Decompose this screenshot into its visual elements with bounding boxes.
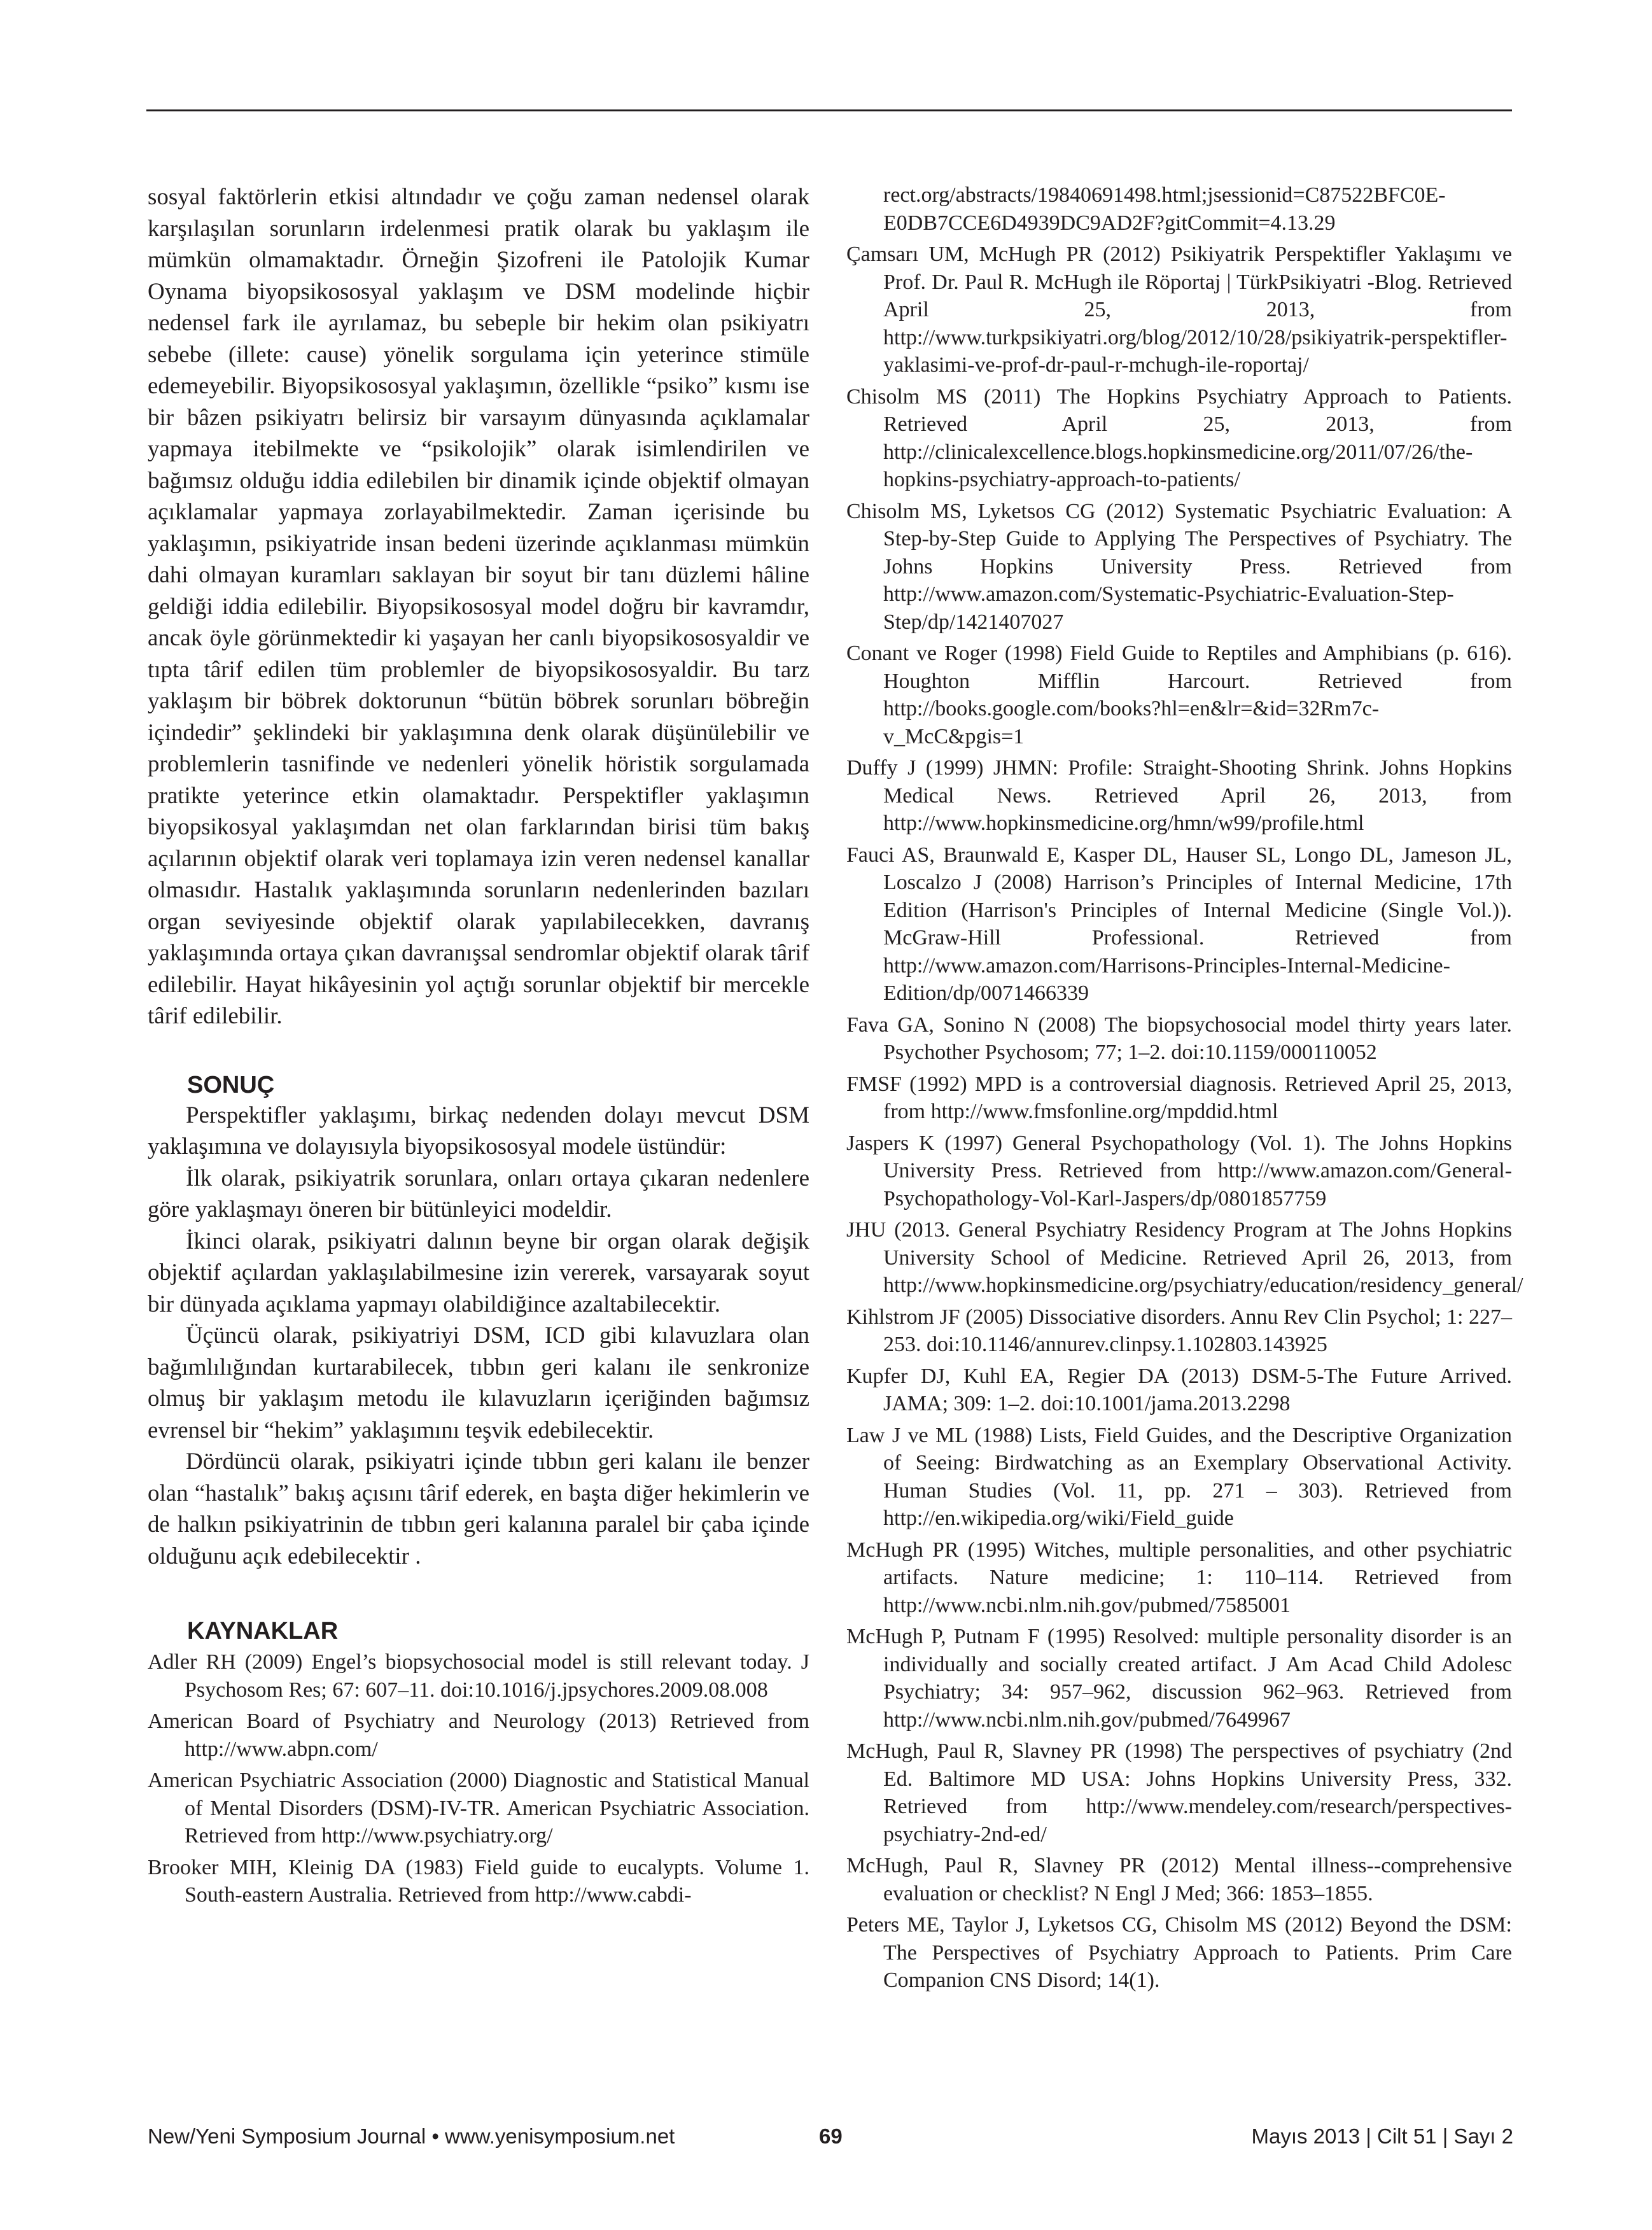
sonuc-paragraph: İlk olarak, psikiyatrik sorunlara, onları ortaya çıkaran nedenlere göre yaklaşmayı öneren bir bütünleyici modeldir. xyxy=(148,1165,809,1223)
reference-item: Chisolm MS (2011) The Hopkins Psychiatry Approach to Patients. Retrieved April 25, 2013, from http://clinicalexcellence.blogs.hopkinsmedicine.org/2011/07/26/the-hopkins-psychiatry-approach-to-patients/ xyxy=(846,384,1512,491)
reference-item: McHugh PR (1995) Witches, multiple personalities, and other psychiatric artifacts. Nature medicine; 1: 110–114. Retrieved from http://www.ncbi.nlm.nih.gov/pubmed/7585001 xyxy=(846,1538,1512,1617)
reference-item: Kupfer DJ, Kuhl EA, Regier DA (2013) DSM-5-The Future Arrived. JAMA; 309: 1–2. doi:10.1001/jama.2013.2298 xyxy=(846,1364,1512,1415)
footer-journal: New/Yeni Symposium Journal • www.yenisymposium.net xyxy=(148,2124,675,2148)
left-column xyxy=(148,181,809,1913)
reference-item: Duffy J (1999) JHMN: Profile: Straight-Shooting Shrink. Johns Hopkins Medical News. Retrieved April 26, 2013, from http://www.hopkinsmedicine.org/hmn/w99/profile.html xyxy=(846,756,1512,835)
reference-item: Çamsarı UM, McHugh PR (2012) Psikiyatrik Perspektifler Yaklaşımı ve Prof. Dr. Paul R. McHugh ile Röportaj | TürkPsikiyatri -Blog. Retrieved April 25, 2013, from http://www.turkpsikiyatri.org/blog/2012/10/28/psikiyatrik-perspektifler-yaklasimi-ve-prof-dr-paul-r-mchugh-ile-roportaj/ xyxy=(846,242,1512,377)
reference-item: McHugh P, Putnam F (1995) Resolved: multiple personality disorder is an individually and socially created artifact. J Am Acad Child Adolesc Psychiatry; 34: 957–962, discussion 962–963. Retrieved from http://www.ncbi.nlm.nih.gov/pubmed/7649967 xyxy=(846,1625,1512,1732)
reference-item: American Psychiatric Association (2000) Diagnostic and Statistical Manual of Mental Disorders (DSM)-IV-TR. American Psychiatric Association. Retrieved from http://www.psychiatry.org/ xyxy=(148,1769,809,1848)
reference-item: Law J ve ML (1988) Lists, Field Guides, and the Descriptive Organization of Seeing: Birdwatching as an Exemplary Observational Activity. Human Studies (Vol. 11, pp. 271 – 303). Retrieved from http://en.wikipedia.org/wiki/Field_guide xyxy=(846,1423,1512,1530)
body-paragraph: sosyal faktörlerin etkisi altındadır ve çoğu zaman nedensel olarak karşılaşılan sorunların irdelenmesi pratik olarak bu yaklaşım ile mümkün olmamaktadır. Örneğin Şizofreni ile Patolojik Kumar Oynama biyopsikososyal yaklaşım ve DSM modelinde hiçbir nedensel fark ile ayrılamaz, bu sebeple bir hekim olan psikiyatrı sebebe (illete: cause) yönelik sorgulama için yeterince stimüle edemeyebilir. Biyopsikososyal yaklaşımın, özellikle “psiko” kısmı ise bir bâzen psikiyatrı belirsiz bir varsayım dünyasında açıklamalar yapmaya itebilmekte ve “psikolojik” olarak isimlendirilen ve bağımsız olduğu iddia edilebilen bir dinamik içinde objektif olmayan açıklamalar yapmaya zorlayabilmektedir. Zaman içerisinde bu yaklaşımın, psikiyatride insan bedeni üzerinde açıklanması mümkün dahi olmayan kuramları saklayan bir soyut bir tanı düzlemi hâline geldiği iddia edilebilir. Biyopsikososyal model doğru bir kavramdır, ancak öyle görünmektedir ki yaşayan her canlı biyopsikososyaldir ve tıpta târif edilen tüm problemler de biyopsikososyaldir. Bu tarz yaklaşım bir böbrek doktorunun “bütün böbrek sorunları böbreğin içindedir” şeklindeki bir yaklaşımına denk olarak düşünülebilir ve problemlerin tasnifinde ve nedenleri yönelik höristik sorgulamada pratikte yeterince etkin olamaktadır. Perspektifler yaklaşımın biyopsikosyal yaklaşımdan net olan farklarından birisi tüm bakış açılarının objektif olarak veri toplamaya izin veren nedensel kanallar olmasıdır. Hastalık yaklaşımında sorunların nedenlerinden bazıları organ seviyesinde objektif olarak yapılabilecekken, davranış yaklaşımında ortaya çıkan davranışsal sendromlar objektif olarak târif edilebilir. Hayat hikâyesinin yol açtığı sorunlar objektif bir mercekle târif edilebilir. xyxy=(148,184,809,1029)
reference-item: Jaspers K (1997) General Psychopathology (Vol. 1). The Johns Hopkins University Press. Retrieved from http://www.amazon.com/General-Psychopathology-Vol-Karl-Jaspers/dp/0801857759 xyxy=(846,1131,1512,1210)
right-column xyxy=(846,181,1523,1998)
reference-item: JHU (2013. General Psychiatry Residency Program at The Johns Hopkins University School of Medicine. Retrieved April 26, 2013, from http://www.hopkinsmedicine.org/psychiatry/education/residency_general/ xyxy=(846,1218,1523,1297)
reference-item: McHugh, Paul R, Slavney PR (1998) The perspectives of psychiatry (2nd Ed. Baltimore MD USA: Johns Hopkins University Press, 332. Retrieved from http://www.mendeley.com/research/perspectives-psychiatry-2nd-ed/ xyxy=(846,1739,1512,1846)
reference-continuation: rect.org/abstracts/19840691498.html;jsessionid=C87522BFC0E-E0DB7CCE6D4939DC9AD2F?gitCommit=4.13.29 xyxy=(883,183,1446,235)
page-number: 69 xyxy=(819,2124,843,2148)
reference-item: Peters ME, Taylor J, Lyketsos CG, Chisolm MS (2012) Beyond the DSM: The Perspectives of Psychiatry Approach to Patients. Prim Care Companion CNS Disord; 14(1). xyxy=(846,1913,1512,1992)
reference-item: Fava GA, Sonino N (2008) The biopsychosocial model thirty years later. Psychother Psychosom; 77; 1–2. doi:10.1159/000110052 xyxy=(846,1013,1512,1064)
page-footer xyxy=(148,2124,1513,2156)
reference-item: McHugh, Paul R, Slavney PR (2012) Mental illness--comprehensive evaluation or checklist? N Engl J Med; 366: 1853–1855. xyxy=(846,1854,1512,1905)
sonuc-paragraph: İkinci olarak, psikiyatri dalının beyne bir organ olarak değişik objektif açılardan yaklaşılabilmesine izin vererek, varsayarak soyut bir dünyada açıklama yapmayı olabildiğince azaltabilecektir. xyxy=(148,1228,809,1317)
reference-item: American Board of Psychiatry and Neurology (2013) Retrieved from http://www.abpn.com/ xyxy=(148,1709,809,1761)
reference-item: Conant ve Roger (1998) Field Guide to Reptiles and Amphibians (p. 616). Houghton Mifflin Harcourt. Retrieved from http://books.google.com/books?hl=en&lr=&id=32Rm7c-v_McC&pgis=1 xyxy=(846,642,1512,748)
reference-item: FMSF (1992) MPD is a controversial diagnosis. Retrieved April 25, 2013, from http://www.fmsfonline.org/mpddid.html xyxy=(846,1072,1512,1123)
reference-item: Adler RH (2009) Engel’s biopsychosocial model is still relevant today. J Psychosom Res; 67: 607–11. doi:10.1016/j.jpsychores.2009.08.008 xyxy=(148,1650,809,1702)
reference-item: Kihlstrom JF (2005) Dissociative disorders. Annu Rev Clin Psychol; 1: 227–253. doi:10.1146/annurev.clinpsy.1.102803.143925 xyxy=(846,1305,1512,1356)
footer-issue: Mayıs 2013 | Cilt 51 | Sayı 2 xyxy=(1251,2124,1513,2148)
section-heading-kaynaklar: KAYNAKLAR xyxy=(187,1618,339,1644)
reference-item: Brooker MIH, Kleinig DA (1983) Field guide to eucalypts. Volume 1. South-eastern Australia. Retrieved from http://www.cabdi- xyxy=(148,1855,809,1907)
header-rule xyxy=(146,109,1512,111)
sonuc-paragraph: Dördüncü olarak, psikiyatri içinde tıbbın geri kalanı ile benzer olan “hastalık” bakış açısını târif ederek, en başta diğer hekimlerin ve de halkın psikiyatrinin de tıbbın geri kalanına paralel bir çaba içinde olduğunu açık edebilecektir . xyxy=(148,1448,809,1569)
reference-item: Fauci AS, Braunwald E, Kasper DL, Hauser SL, Longo DL, Jameson JL, Loscalzo J (2008) Harrison’s Principles of Internal Medicine, 17th Edition (Harrison's Principles of Internal Medicine (Single Vol.)). McGraw-Hill Professional. Retrieved from http://www.amazon.com/Harrisons-Principles-Internal-Medicine-Edition/dp/0071466339 xyxy=(846,843,1512,1005)
section-heading-sonuc: SONUÇ xyxy=(187,1071,275,1098)
sonuc-paragraph: Üçüncü olarak, psikiyatriyi DSM, ICD gibi kılavuzlara olan bağımlılığından kurtarabilecek, tıbbın geri kalanı ile senkronize olmuş bir yaklaşım metodu ile kılavuzların içeriğinden bağımsız evrensel bir “hekim” yaklaşımını teşvik edebilecektir. xyxy=(148,1322,809,1443)
reference-item: Chisolm MS, Lyketsos CG (2012) Systematic Psychiatric Evaluation: A Step-by-Step Guide to Applying The Perspectives of Psychiatry. The Johns Hopkins University Press. Retrieved from http://www.amazon.com/Systematic-Psychiatric-Evaluation-Step-Step/dp/1421407027 xyxy=(846,499,1512,634)
sonuc-paragraph: Perspektifler yaklaşımı, birkaç nedenden dolayı mevcut DSM yaklaşımına ve dolayısıyla biyopsikososyal modele üstündür: xyxy=(148,1102,809,1160)
